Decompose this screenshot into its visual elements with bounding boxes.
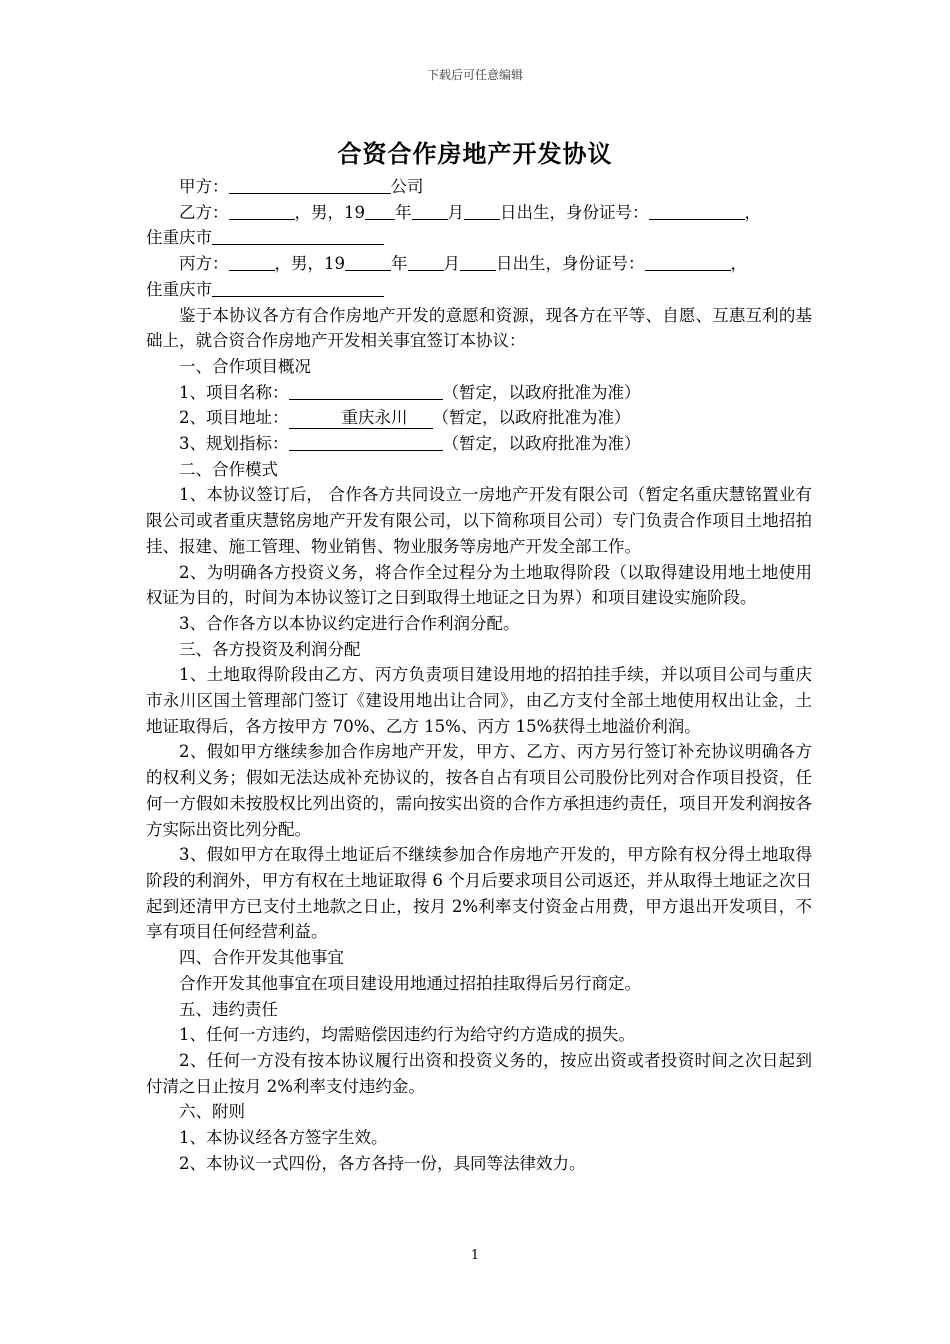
section-heading: 一、合作项目概况	[179, 356, 311, 376]
document-title: 合资合作房地产开发协议	[337, 140, 613, 168]
document-body	[146, 174, 812, 1176]
section-heading: 三、各方投资及利润分配	[179, 639, 361, 659]
page-number: 1	[470, 1248, 480, 1263]
party-b-address-line: 住重庆市	[146, 225, 812, 251]
party-b-id-blank	[649, 201, 745, 220]
project-address-line: 2、项目地址： 重庆永川 （暂定，以政府批准为准）	[179, 408, 631, 428]
party-c-address-line: 住重庆市	[146, 277, 812, 303]
party-a-line: 甲方： 公司	[179, 177, 424, 196]
section-heading: 六、附则	[179, 1102, 245, 1122]
planning-index-line: 3、规划指标： （暂定，以政府批准为准）	[179, 434, 641, 454]
party-b-address-blank	[212, 226, 384, 245]
paragraph: 3、合作各方以本协议约定进行合作利润分配。	[179, 613, 520, 633]
page-header: 下载后可任意编辑	[426, 68, 523, 82]
planning-index-blank	[289, 432, 443, 451]
paragraph: 3、假如甲方在取得土地证后不继续参加合作房地产开发的，甲方除有权分得土地取得阶段的利润外，甲方有权在土地证取得 6 个月后要求项目公司返还，并从取得土地证之次日起到还清甲方已支付土地款之日止，按月 2%利率支付资金占用费，甲方退出开发项目，不享有项目任何经营利益。	[146, 845, 812, 942]
party-c-address-blank	[212, 278, 384, 297]
paragraph: 合作开发其他事宜在项目建设用地通过招拍挂取得后另行商定。	[179, 973, 641, 993]
party-a-blank	[229, 175, 391, 194]
party-c-id-blank	[645, 252, 731, 271]
paragraph: 2、本协议一式四份，各方各持一份，具同等法律效力。	[179, 1153, 586, 1173]
section-heading: 二、合作模式	[179, 459, 278, 479]
paragraph: 1、任何一方违约，均需赔偿因违约行为给守约方造成的损失。	[179, 1025, 635, 1045]
paragraph: 2、假如甲方继续参加合作房地产开发，甲方、乙方、丙方另行签订补充协议明确各方的权利义务；假如无法达成补充协议的，按各自占有项目公司股份比列对合作项目投资，任何一方假如未按股权比列出资的，需向按实出资的合作方承担违约责任，项目开发利润按各方实际出资比列分配。	[146, 742, 812, 839]
paragraph: 1、本协议经各方签字生效。	[179, 1128, 388, 1148]
section-heading: 四、合作开发其他事宜	[179, 948, 344, 968]
party-b-line: 乙方： ，男，19 年 月 日出生，身份证号： ，	[179, 202, 761, 222]
paragraph: 1、本协议签订后， 合作各方共同设立一房地产开发有限公司（暂定名重庆慧铭置业有限公司或者重庆慧铭房地产开发有限公司，以下简称项目公司）专门负责合作项目土地招拍挂、报建、施工管理、物业销售、物业服务等房地产开发全部工作。	[146, 485, 812, 556]
project-name-blank	[289, 381, 443, 400]
party-c-name-blank	[229, 252, 275, 271]
paragraph: 2、为明确各方投资义务，将合作全过程分为土地取得阶段（以取得建设用地土地使用权证为目的，时间为本协议签订之日到取得土地证之日为界）和项目建设实施阶段。	[146, 562, 812, 608]
party-c-line: 丙方： ，男，19 年 月 日出生，身份证号： ，	[179, 254, 747, 274]
section-heading: 五、违约责任	[179, 999, 278, 1019]
project-name-line: 1、项目名称： （暂定，以政府批准为准）	[179, 382, 641, 402]
project-address-value: 重庆永川	[289, 408, 433, 429]
paragraph: 1、土地取得阶段由乙方、丙方负责项目建设用地的招拍挂手续，并以项目公司与重庆市永川区国土管理部门签订《建设用地出让合同》，由乙方支付全部土地使用权出让金，土地证取得后，各方按甲方 70%、乙方 15%、丙方 15%获得土地溢价利润。	[146, 665, 812, 736]
preamble: 鉴于本协议各方有合作房地产开发的意愿和资源，现各方在平等、自愿、互惠互利的基础上，就合资合作房地产开发相关事宜签订本协议：	[146, 305, 812, 351]
paragraph: 2、任何一方没有按本协议履行出资和投资义务的，按应出资或者投资时间之次日起到付清之日止按月 2%利率支付违约金。	[146, 1050, 812, 1096]
party-b-name-blank	[229, 201, 295, 220]
